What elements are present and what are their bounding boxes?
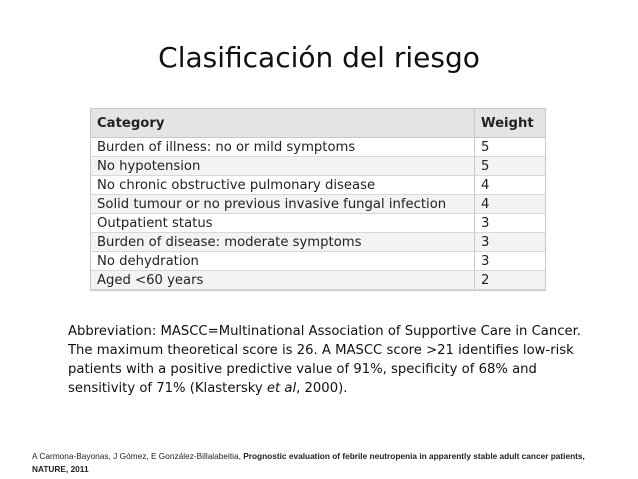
table-row	[91, 176, 545, 195]
score-note	[68, 341, 588, 398]
notes-block	[68, 322, 588, 398]
header-weight: Weight	[475, 109, 546, 138]
category-cell: No chronic obstructive pulmonary disease	[91, 176, 475, 195]
abbreviation-note: Abbreviation: MASCC=Multinational Association of Supportive Care in Cancer.	[68, 324, 582, 339]
citation	[32, 450, 612, 476]
score-note-end: , 2000).	[296, 381, 348, 396]
category-cell: Aged <60 years	[91, 271, 475, 290]
mascc-table	[91, 109, 545, 290]
weight-cell: 4	[475, 195, 546, 214]
score-note-text: The maximum theoretical score is 26. A MASCC score >21 identifies low-risk patients with a positive predictive value of 91%, specificity of 68% and sensitivity of 71% (Klastersky	[68, 343, 574, 396]
table-row	[91, 252, 545, 271]
weight-cell: 3	[475, 233, 546, 252]
weight-cell: 3	[475, 252, 546, 271]
table-row	[91, 233, 545, 252]
category-cell: Burden of disease: moderate symptoms	[91, 233, 475, 252]
category-cell: Outpatient status	[91, 214, 475, 233]
citation-title: Prognostic evaluation of febrile neutropenia in apparently stable adult cancer patients, NATURE, 2011	[32, 451, 585, 474]
table-row	[91, 157, 545, 176]
table-row	[91, 138, 545, 157]
table-row	[91, 214, 545, 233]
weight-cell: 5	[475, 157, 546, 176]
table-header-row	[91, 109, 545, 138]
weight-cell: 2	[475, 271, 546, 290]
table-row	[91, 271, 545, 290]
weight-cell: 3	[475, 214, 546, 233]
slide-title: Clasificación del riesgo	[158, 41, 480, 74]
weight-cell: 5	[475, 138, 546, 157]
category-cell: No hypotension	[91, 157, 475, 176]
category-cell: No dehydration	[91, 252, 475, 271]
category-cell: Solid tumour or no previous invasive fungal infection	[91, 195, 475, 214]
header-category: Category	[91, 109, 475, 138]
weight-cell: 4	[475, 176, 546, 195]
citation-authors: A Carmona-Bayonas, J Gómez, E González-Billalabeitia,	[32, 451, 244, 461]
category-cell: Burden of illness: no or mild symptoms	[91, 138, 475, 157]
mascc-table-container	[90, 108, 546, 291]
et-al-text: et al	[266, 381, 297, 396]
table-row	[91, 195, 545, 214]
